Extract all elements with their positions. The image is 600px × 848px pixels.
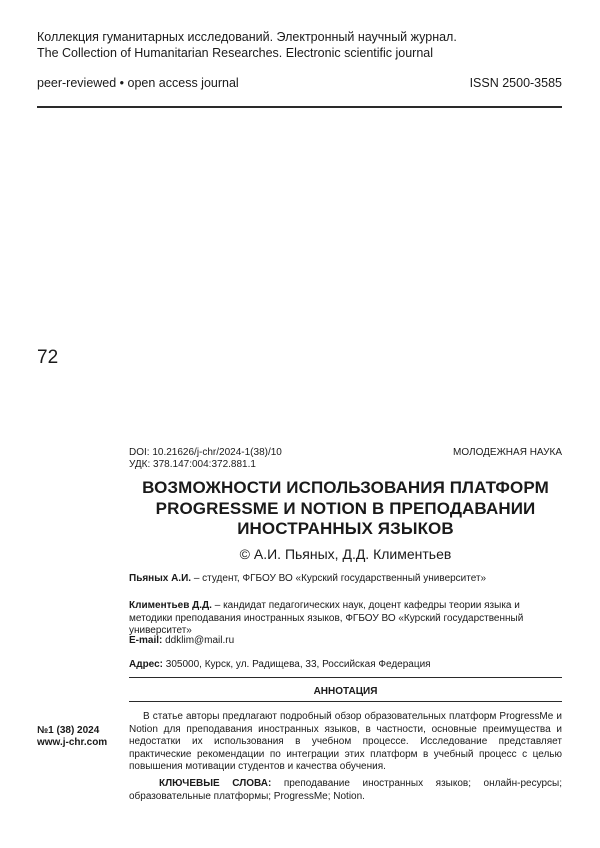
keywords-value: преподавание иностранных языков; онлайн-ресурсы; образовательные платформы; ProgressMe; Notion. <box>129 778 562 802</box>
abstract-text: В статье авторы предлагают подробный обзор образовательных платформ ProgressMe и Notion для преподавания иностранных языков, в частности, основные преимущества и недостатки их использования в учебном процессе. Исследование представляет практические рекомендации по интеграции этих платформ в учебный процесс с целью повышения мотивации студентов и качества обучения. <box>129 711 562 772</box>
article-title: ВОЗМОЖНОСТИ ИСПОЛЬЗОВАНИЯ ПЛАТФОРМ PROGRESSME И NOTION В ПРЕПОДАВАНИИ ИНОСТРАННЫХ ЯЗЫКОВ <box>142 478 549 538</box>
author-2-name: Климентьев Д.Д. <box>129 600 212 611</box>
abstract-heading-divider <box>129 701 562 702</box>
author-1-name: Пьяных А.И. <box>129 573 192 584</box>
address-value: 305000, Курск, ул. Радищева, 33, Российская Федерация <box>163 659 431 670</box>
email-value[interactable]: ddklim@mail.ru <box>162 635 235 646</box>
doi: DOI: 10.21626/j-chr/2024-1(38)/10 <box>129 447 282 458</box>
rubric: МОЛОДЕЖНАЯ НАУКА <box>453 447 562 458</box>
page-number: 72 <box>37 347 59 368</box>
journal-website[interactable]: www.j-chr.com <box>37 737 108 748</box>
address-label: Адрес: <box>129 659 163 670</box>
article-authors: © А.И. Пьяных, Д.Д. Климентьев <box>239 546 452 562</box>
author-1-affiliation: – студент, ФГБОУ ВО «Курский государственный университет» <box>191 573 487 584</box>
email-label: E-mail: <box>129 635 163 646</box>
abstract-heading: АННОТАЦИЯ <box>313 686 378 697</box>
abstract-top-divider <box>129 677 562 678</box>
issn: ISSN 2500-3585 <box>469 76 562 90</box>
keywords <box>129 778 562 803</box>
peer-reviewed-label: peer-reviewed • open access journal <box>37 76 239 90</box>
author-2-affiliation: – кандидат педагогических наук, доцент кафедры теории языка и методики преподавания иностранных языков, ФГБОУ ВО «Курский государственный университет» <box>129 600 524 636</box>
email-row <box>129 635 562 648</box>
keywords-label: КЛЮЧЕВЫЕ СЛОВА: <box>159 778 272 789</box>
address-row <box>129 659 562 672</box>
author-2-info <box>129 600 562 638</box>
udk: УДК: 378.147:004:372.881.1 <box>129 459 256 470</box>
journal-title-en: The Collection of Humanitarian Researches. Electronic scientific journal <box>37 46 434 60</box>
journal-title-ru: Коллекция гуманитарных исследований. Электронный научный журнал. <box>37 30 457 44</box>
author-1-info <box>129 573 562 586</box>
issue-number: №1 (38) 2024 <box>37 725 100 736</box>
header-divider <box>37 106 562 108</box>
